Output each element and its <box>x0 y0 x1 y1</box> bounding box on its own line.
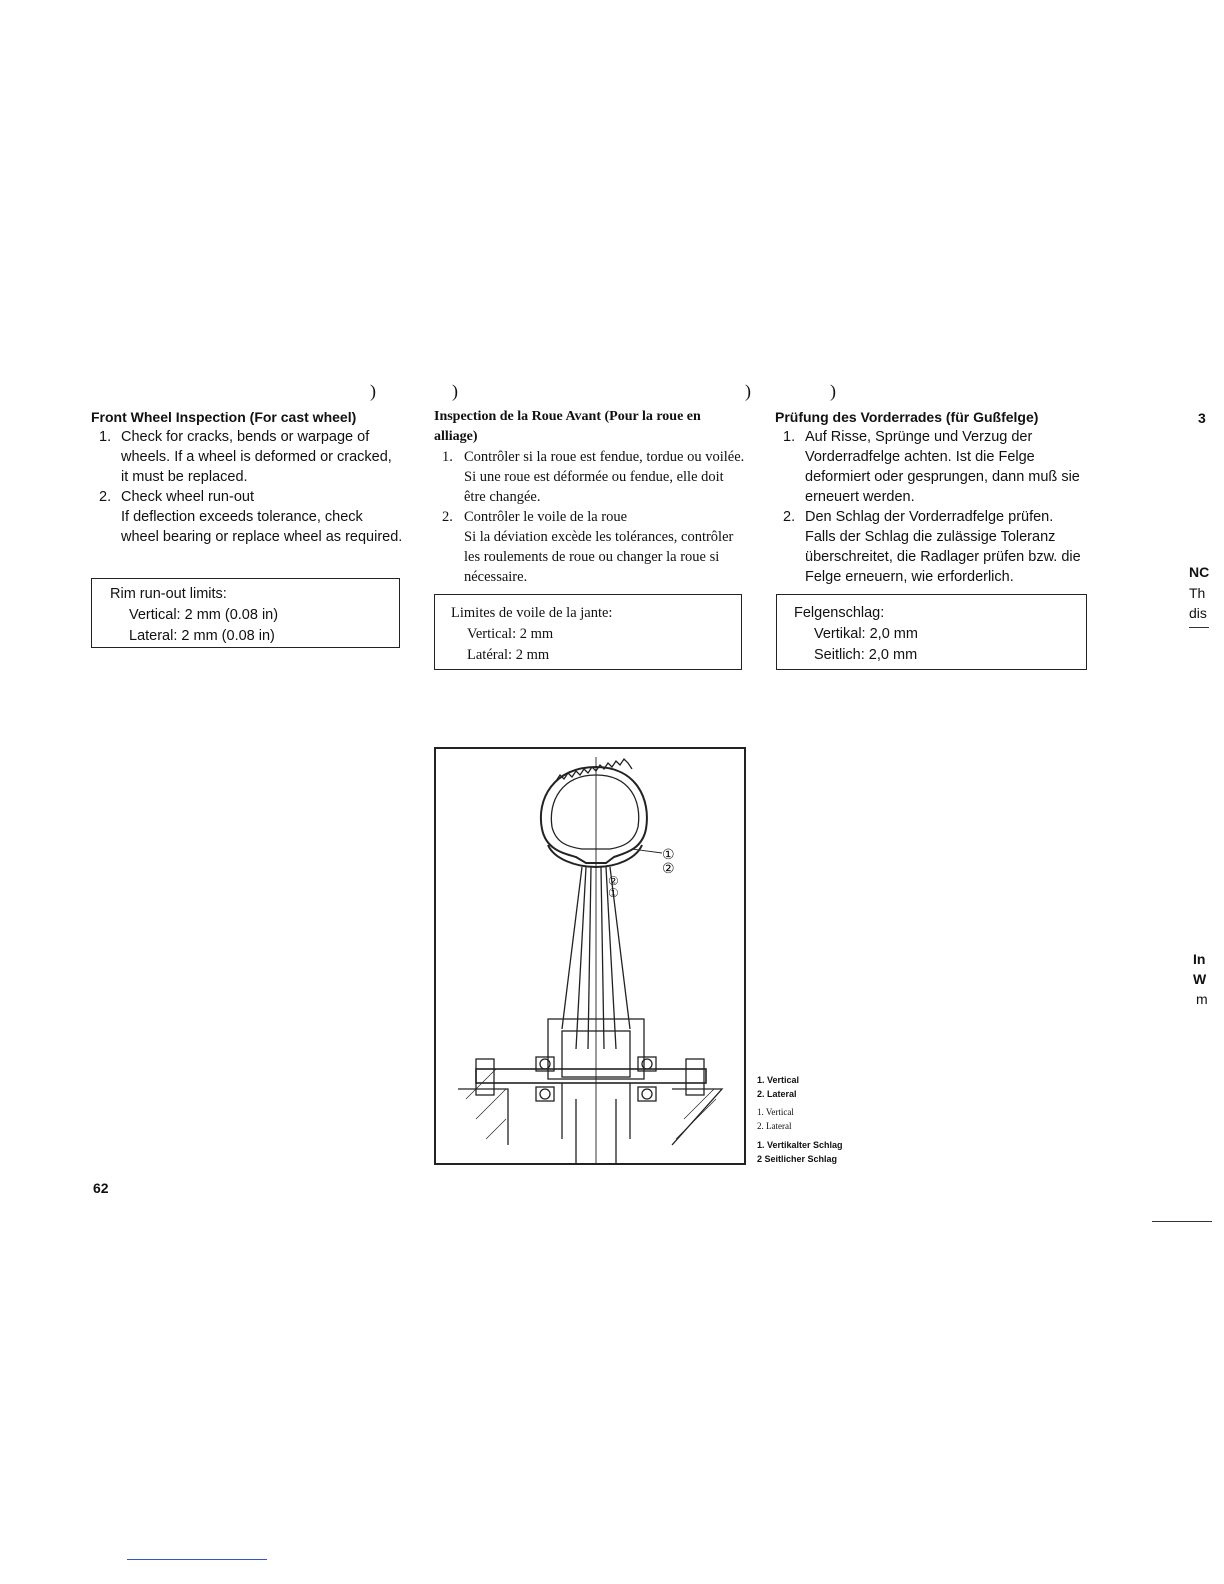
spec-lateral: Latéral: 2 mm <box>467 647 550 663</box>
edge-fragment: m <box>1196 991 1208 1007</box>
german-spec-box <box>776 594 1087 670</box>
spec-vertical: Vertikal: 2,0 mm <box>814 626 918 642</box>
german-column <box>775 407 1087 587</box>
list-item: 2. Den Schlag der Vorderradfelge prüfen. Falls der Schlag die zulässige Toleranz überschreitet, die Radlager prüfen bzw. die Felge erneuern, wie erforderlich. <box>783 509 1081 585</box>
french-heading: Inspection de la Roue Avant (Pour la roue en alliage) <box>434 409 701 444</box>
bottom-link-rule <box>127 1559 267 1560</box>
french-column <box>434 407 746 587</box>
spec-title: Felgenschlag: <box>794 605 885 621</box>
list-item: 2. Contrôler le voile de la roue Si la déviation excède les tolérances, contrôler les roulements de roue ou changer la roue si nécessaire. <box>442 509 734 585</box>
edge-rule <box>1189 627 1209 628</box>
spec-lateral: Seitlich: 2,0 mm <box>814 647 918 663</box>
edge-fragment: NC <box>1189 564 1210 580</box>
spec-lateral: Lateral: 2 mm (0.08 in) <box>129 628 275 644</box>
spec-vertical: Vertical: 2 mm (0.08 in) <box>129 607 279 623</box>
spec-title: Limites de voile de la jante: <box>451 605 613 621</box>
callout-1-label-inner: ① <box>608 886 619 900</box>
spec-vertical: Vertical: 2 mm <box>467 626 554 642</box>
caption-french: 1. Vertical 2. Lateral <box>757 1107 794 1131</box>
stray-paren: ) <box>452 381 458 401</box>
callout-1-label: ① <box>662 848 675 863</box>
page-number: 62 <box>93 1180 109 1196</box>
german-heading: Prüfung des Vorderrades (für Gußfelge) <box>775 409 1039 425</box>
edge-fragment: 3 <box>1198 410 1206 426</box>
wheel-cross-section-figure <box>436 749 744 1163</box>
callout-2-label: ② <box>662 862 675 877</box>
french-spec-box <box>434 594 742 670</box>
wheel-runout-diagram <box>434 747 746 1165</box>
caption-german: 1. Vertikalter Schlag 2 Seitlicher Schlag <box>757 1140 843 1164</box>
stray-paren: ) <box>745 381 751 401</box>
edge-rule <box>1152 1221 1212 1222</box>
list-item: 1. Auf Risse, Sprünge und Verzug der Vorderradfelge achten. Ist die Felge deformiert oder gesprungen, dann muß sie erneuert werden. <box>783 429 1080 505</box>
edge-fragment: dis <box>1189 605 1207 621</box>
french-steps <box>434 447 746 587</box>
english-spec-box <box>91 578 400 648</box>
german-steps <box>775 427 1087 587</box>
list-item: 1. Check for cracks, bends or warpage of wheels. If a wheel is deformed or cracked, it must be replaced. <box>99 429 392 485</box>
english-heading: Front Wheel Inspection (For cast wheel) <box>91 409 357 425</box>
stray-paren: ) <box>830 381 836 401</box>
edge-fragment: In <box>1193 951 1206 967</box>
list-item: 1. Contrôler si la roue est fendue, tordue ou voilée. Si une roue est déformée ou fendue, elle doit être changée. <box>442 449 745 505</box>
list-item: 2. Check wheel run-out If deflection exceeds tolerance, check wheel bearing or replace wheel as required. <box>99 489 403 545</box>
caption-english: 1. Vertical 2. Lateral <box>757 1075 800 1099</box>
english-steps <box>91 427 403 547</box>
spec-title: Rim run-out limits: <box>110 586 227 602</box>
edge-fragment: Th <box>1189 585 1206 601</box>
stray-paren: ) <box>370 381 376 401</box>
edge-fragment: W <box>1193 971 1207 987</box>
english-column <box>91 407 403 547</box>
callout-2-label-inner: ② <box>608 874 619 888</box>
